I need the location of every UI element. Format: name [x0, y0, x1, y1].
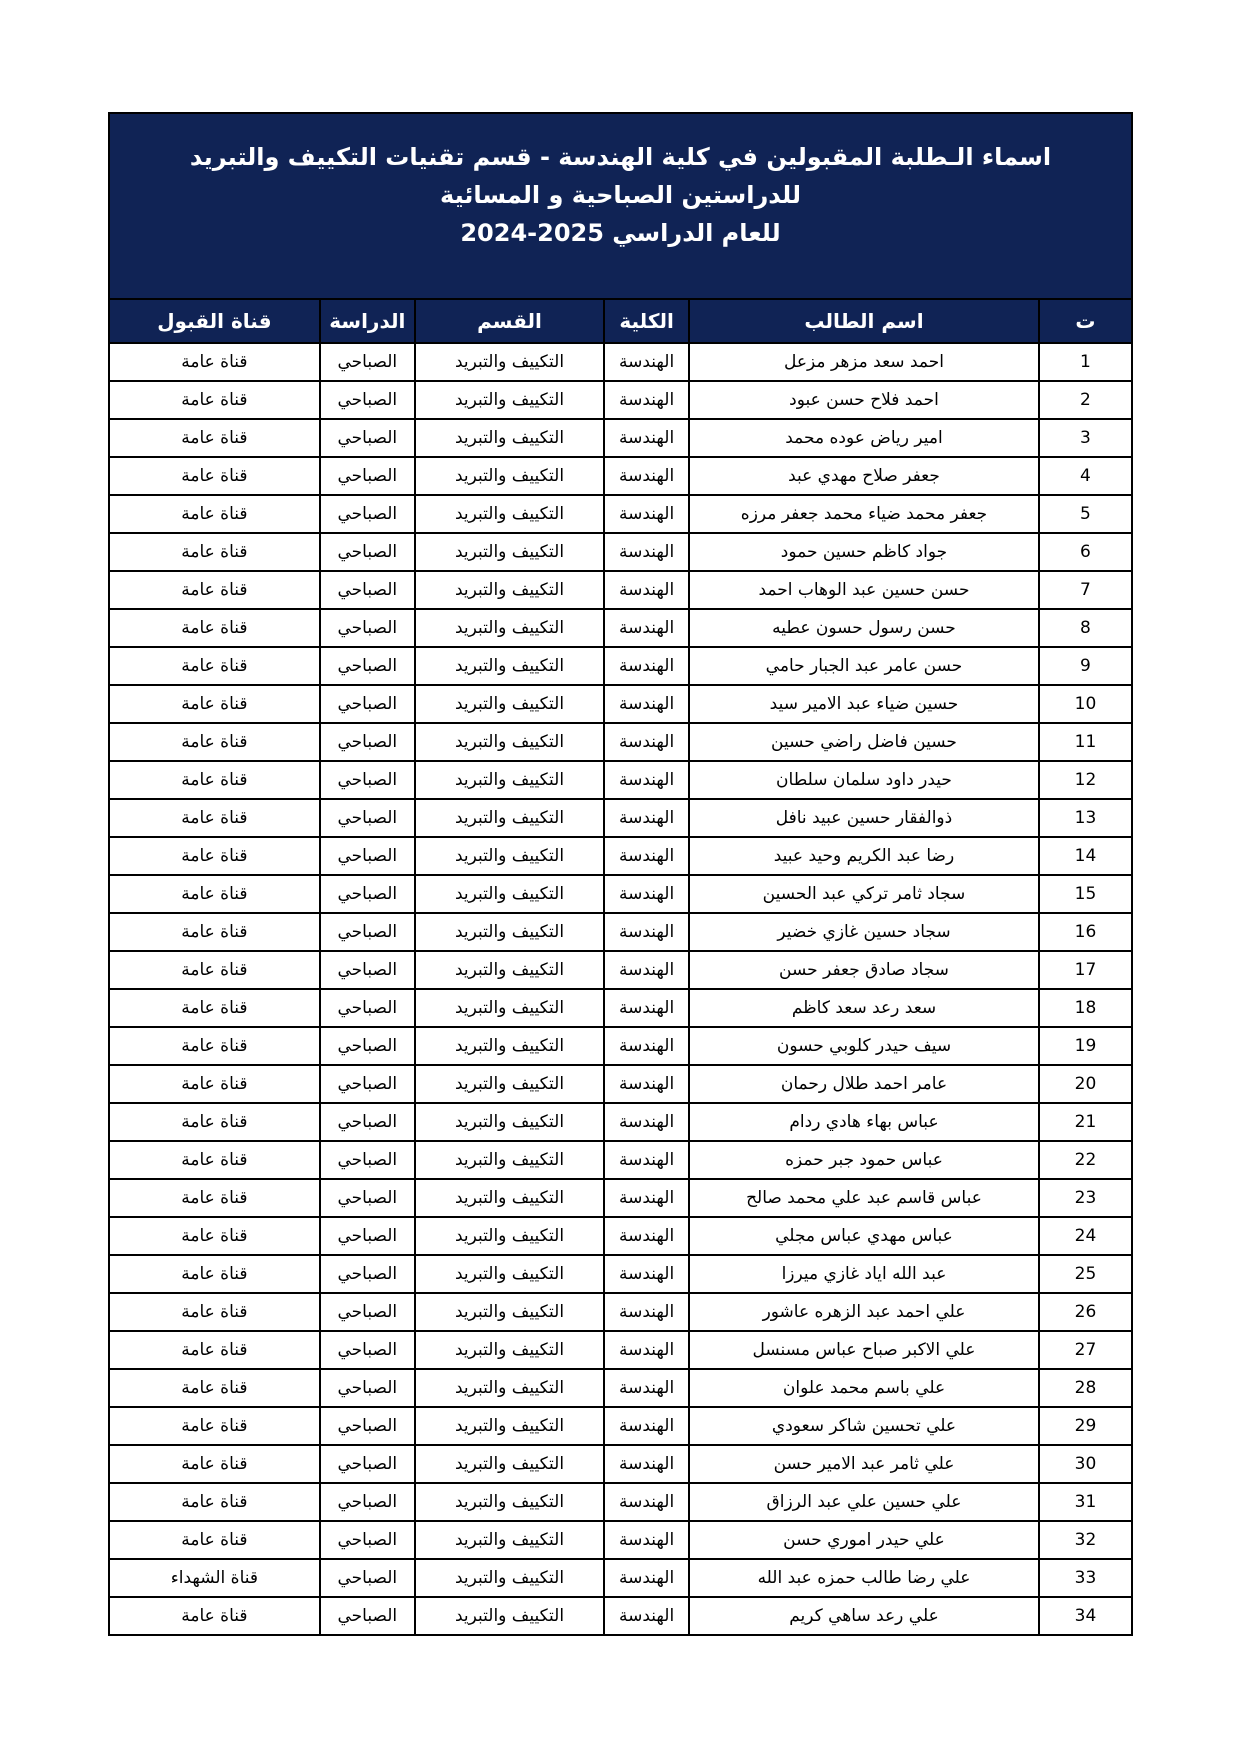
- cell-dept: التكييف والتبريد: [415, 1103, 604, 1141]
- cell-study: الصباحي: [320, 685, 415, 723]
- cell-college: الهندسة: [604, 381, 689, 419]
- cell-channel: قناة عامة: [109, 495, 320, 533]
- cell-channel: قناة عامة: [109, 1293, 320, 1331]
- cell-channel: قناة عامة: [109, 1141, 320, 1179]
- cell-name: سجاد حسين غازي خضير: [689, 913, 1039, 951]
- table-row: [109, 495, 1132, 533]
- cell-dept: التكييف والتبريد: [415, 495, 604, 533]
- cell-dept: التكييف والتبريد: [415, 951, 604, 989]
- cell-study: الصباحي: [320, 571, 415, 609]
- cell-college: الهندسة: [604, 457, 689, 495]
- cell-dept: التكييف والتبريد: [415, 1027, 604, 1065]
- table-row: [109, 647, 1132, 685]
- cell-study: الصباحي: [320, 913, 415, 951]
- table-row: [109, 989, 1132, 1027]
- cell-channel: قناة عامة: [109, 1521, 320, 1559]
- cell-college: الهندسة: [604, 1483, 689, 1521]
- cell-no: 27: [1039, 1331, 1132, 1369]
- cell-college: الهندسة: [604, 837, 689, 875]
- table-row: [109, 533, 1132, 571]
- cell-channel: قناة عامة: [109, 1331, 320, 1369]
- cell-study: الصباحي: [320, 1103, 415, 1141]
- cell-study: الصباحي: [320, 1559, 415, 1597]
- table-row: [109, 457, 1132, 495]
- cell-no: 34: [1039, 1597, 1132, 1635]
- cell-college: الهندسة: [604, 951, 689, 989]
- cell-study: الصباحي: [320, 1293, 415, 1331]
- cell-no: 20: [1039, 1065, 1132, 1103]
- table-row: [109, 1141, 1132, 1179]
- document-title-block: [109, 113, 1132, 299]
- cell-college: الهندسة: [604, 1141, 689, 1179]
- cell-channel: قناة عامة: [109, 1369, 320, 1407]
- cell-channel: قناة عامة: [109, 1597, 320, 1635]
- cell-college: الهندسة: [604, 1331, 689, 1369]
- cell-study: الصباحي: [320, 533, 415, 571]
- cell-channel: قناة عامة: [109, 533, 320, 571]
- cell-study: الصباحي: [320, 875, 415, 913]
- cell-dept: التكييف والتبريد: [415, 1293, 604, 1331]
- cell-college: الهندسة: [604, 1217, 689, 1255]
- table-row: [109, 1559, 1132, 1597]
- cell-name: سعد رعد سعد كاظم: [689, 989, 1039, 1027]
- table-row: [109, 913, 1132, 951]
- cell-no: 4: [1039, 457, 1132, 495]
- document-title-line-1: اسماء الـطلبة المقبولين في كلية الهندسة - قسم تقنيات التكييف والتبريد للدراستين الصباحية و المسائية: [189, 143, 1052, 209]
- cell-study: الصباحي: [320, 1217, 415, 1255]
- cell-dept: التكييف والتبريد: [415, 875, 604, 913]
- cell-channel: قناة عامة: [109, 381, 320, 419]
- cell-channel: قناة عامة: [109, 571, 320, 609]
- table-row: [109, 1521, 1132, 1559]
- cell-college: الهندسة: [604, 1521, 689, 1559]
- cell-channel: قناة عامة: [109, 685, 320, 723]
- cell-study: الصباحي: [320, 1369, 415, 1407]
- cell-dept: التكييف والتبريد: [415, 609, 604, 647]
- cell-no: 16: [1039, 913, 1132, 951]
- cell-channel: قناة عامة: [109, 419, 320, 457]
- cell-no: 13: [1039, 799, 1132, 837]
- cell-study: الصباحي: [320, 647, 415, 685]
- cell-dept: التكييف والتبريد: [415, 837, 604, 875]
- cell-college: الهندسة: [604, 495, 689, 533]
- cell-channel: قناة عامة: [109, 1103, 320, 1141]
- cell-no: 15: [1039, 875, 1132, 913]
- cell-study: الصباحي: [320, 1141, 415, 1179]
- cell-channel: قناة عامة: [109, 647, 320, 685]
- table-row: [109, 1445, 1132, 1483]
- cell-college: الهندسة: [604, 761, 689, 799]
- cell-college: الهندسة: [604, 419, 689, 457]
- cell-study: الصباحي: [320, 1521, 415, 1559]
- cell-name: سيف حيدر كلوبي حسون: [689, 1027, 1039, 1065]
- cell-study: الصباحي: [320, 837, 415, 875]
- cell-dept: التكييف والتبريد: [415, 419, 604, 457]
- cell-channel: قناة عامة: [109, 875, 320, 913]
- cell-channel: قناة عامة: [109, 1027, 320, 1065]
- table-row: [109, 1065, 1132, 1103]
- table-header-row: [109, 299, 1132, 343]
- cell-college: الهندسة: [604, 685, 689, 723]
- cell-no: 17: [1039, 951, 1132, 989]
- cell-dept: التكييف والتبريد: [415, 1141, 604, 1179]
- table-row: [109, 1179, 1132, 1217]
- cell-no: 1: [1039, 343, 1132, 381]
- cell-no: 22: [1039, 1141, 1132, 1179]
- cell-name: علي حيدر اموري حسن: [689, 1521, 1039, 1559]
- cell-dept: التكييف والتبريد: [415, 723, 604, 761]
- cell-channel: قناة عامة: [109, 799, 320, 837]
- cell-college: الهندسة: [604, 1103, 689, 1141]
- cell-dept: التكييف والتبريد: [415, 989, 604, 1027]
- cell-channel: قناة عامة: [109, 951, 320, 989]
- cell-no: 5: [1039, 495, 1132, 533]
- cell-name: احمد سعد مزهر مزعل: [689, 343, 1039, 381]
- cell-study: الصباحي: [320, 989, 415, 1027]
- cell-study: الصباحي: [320, 457, 415, 495]
- table-row: [109, 875, 1132, 913]
- table-row: [109, 1255, 1132, 1293]
- cell-channel: قناة عامة: [109, 609, 320, 647]
- column-header-no: ت: [1039, 299, 1132, 343]
- table-row: [109, 1103, 1132, 1141]
- cell-channel: قناة عامة: [109, 761, 320, 799]
- cell-name: علي تحسين شاكر سعودي: [689, 1407, 1039, 1445]
- cell-channel: قناة عامة: [109, 913, 320, 951]
- cell-study: الصباحي: [320, 1483, 415, 1521]
- cell-dept: التكييف والتبريد: [415, 685, 604, 723]
- cell-name: عباس قاسم عبد علي محمد صالح: [689, 1179, 1039, 1217]
- cell-college: الهندسة: [604, 647, 689, 685]
- cell-name: احمد فلاح حسن عبود: [689, 381, 1039, 419]
- cell-dept: التكييف والتبريد: [415, 761, 604, 799]
- cell-no: 6: [1039, 533, 1132, 571]
- cell-dept: التكييف والتبريد: [415, 1445, 604, 1483]
- table-row: [109, 381, 1132, 419]
- cell-name: حسين ضياء عبد الامير سيد: [689, 685, 1039, 723]
- cell-college: الهندسة: [604, 1293, 689, 1331]
- cell-no: 30: [1039, 1445, 1132, 1483]
- cell-study: الصباحي: [320, 609, 415, 647]
- cell-name: سجاد صادق جعفر حسن: [689, 951, 1039, 989]
- cell-name: علي رعد ساهي كريم: [689, 1597, 1039, 1635]
- cell-channel: قناة عامة: [109, 1407, 320, 1445]
- cell-dept: التكييف والتبريد: [415, 1369, 604, 1407]
- cell-no: 19: [1039, 1027, 1132, 1065]
- table-row: [109, 1027, 1132, 1065]
- cell-channel: قناة عامة: [109, 1179, 320, 1217]
- cell-study: الصباحي: [320, 1597, 415, 1635]
- cell-no: 33: [1039, 1559, 1132, 1597]
- cell-no: 23: [1039, 1179, 1132, 1217]
- cell-dept: التكييف والتبريد: [415, 913, 604, 951]
- column-header-channel: قناة القبول: [109, 299, 320, 343]
- cell-college: الهندسة: [604, 989, 689, 1027]
- cell-no: 21: [1039, 1103, 1132, 1141]
- cell-channel: قناة عامة: [109, 343, 320, 381]
- cell-name: سجاد ثامر تركي عبد الحسين: [689, 875, 1039, 913]
- cell-no: 29: [1039, 1407, 1132, 1445]
- cell-no: 12: [1039, 761, 1132, 799]
- table-row: [109, 837, 1132, 875]
- cell-no: 10: [1039, 685, 1132, 723]
- cell-study: الصباحي: [320, 343, 415, 381]
- table-row: [109, 723, 1132, 761]
- cell-channel: قناة عامة: [109, 1217, 320, 1255]
- table-row: [109, 685, 1132, 723]
- table-row: [109, 609, 1132, 647]
- cell-no: 18: [1039, 989, 1132, 1027]
- cell-name: حيدر داود سلمان سلطان: [689, 761, 1039, 799]
- table-row: [109, 1293, 1132, 1331]
- cell-study: الصباحي: [320, 1027, 415, 1065]
- cell-dept: التكييف والتبريد: [415, 571, 604, 609]
- cell-college: الهندسة: [604, 723, 689, 761]
- cell-no: 32: [1039, 1521, 1132, 1559]
- cell-college: الهندسة: [604, 1559, 689, 1597]
- document-title-line-2: للعام الدراسي 2025-2024: [460, 219, 781, 247]
- cell-study: الصباحي: [320, 799, 415, 837]
- cell-dept: التكييف والتبريد: [415, 647, 604, 685]
- cell-channel: قناة عامة: [109, 1255, 320, 1293]
- column-header-college: الكلية: [604, 299, 689, 343]
- cell-name: حسن رسول حسون عطيه: [689, 609, 1039, 647]
- cell-study: الصباحي: [320, 1065, 415, 1103]
- table-row: [109, 419, 1132, 457]
- cell-dept: التكييف والتبريد: [415, 1597, 604, 1635]
- column-header-name: اسم الطالب: [689, 299, 1039, 343]
- cell-dept: التكييف والتبريد: [415, 1217, 604, 1255]
- cell-dept: التكييف والتبريد: [415, 381, 604, 419]
- cell-no: 11: [1039, 723, 1132, 761]
- cell-study: الصباحي: [320, 951, 415, 989]
- cell-name: حسين فاضل راضي حسين: [689, 723, 1039, 761]
- cell-name: جعفر محمد ضياء محمد جعفر مرزه: [689, 495, 1039, 533]
- cell-no: 9: [1039, 647, 1132, 685]
- cell-channel: قناة عامة: [109, 1445, 320, 1483]
- cell-dept: التكييف والتبريد: [415, 1179, 604, 1217]
- cell-no: 3: [1039, 419, 1132, 457]
- cell-channel: قناة عامة: [109, 457, 320, 495]
- cell-study: الصباحي: [320, 1179, 415, 1217]
- cell-name: علي احمد عبد الزهره عاشور: [689, 1293, 1039, 1331]
- cell-college: الهندسة: [604, 1369, 689, 1407]
- cell-name: عباس حمود جبر حمزه: [689, 1141, 1039, 1179]
- cell-study: الصباحي: [320, 419, 415, 457]
- cell-college: الهندسة: [604, 343, 689, 381]
- cell-dept: التكييف والتبريد: [415, 1065, 604, 1103]
- cell-name: رضا عبد الكريم وحيد عبيد: [689, 837, 1039, 875]
- cell-college: الهندسة: [604, 1255, 689, 1293]
- cell-channel: قناة عامة: [109, 837, 320, 875]
- cell-college: الهندسة: [604, 609, 689, 647]
- cell-name: علي رضا طالب حمزه عبد الله: [689, 1559, 1039, 1597]
- cell-study: الصباحي: [320, 1255, 415, 1293]
- cell-college: الهندسة: [604, 533, 689, 571]
- table-row: [109, 761, 1132, 799]
- cell-dept: التكييف والتبريد: [415, 1521, 604, 1559]
- cell-name: جواد كاظم حسين حمود: [689, 533, 1039, 571]
- cell-college: الهندسة: [604, 1597, 689, 1635]
- cell-no: 31: [1039, 1483, 1132, 1521]
- cell-no: 26: [1039, 1293, 1132, 1331]
- cell-study: الصباحي: [320, 495, 415, 533]
- cell-name: علي ثامر عبد الامير حسن: [689, 1445, 1039, 1483]
- cell-college: الهندسة: [604, 571, 689, 609]
- cell-dept: التكييف والتبريد: [415, 1559, 604, 1597]
- cell-study: الصباحي: [320, 761, 415, 799]
- cell-college: الهندسة: [604, 1179, 689, 1217]
- cell-no: 28: [1039, 1369, 1132, 1407]
- cell-no: 14: [1039, 837, 1132, 875]
- cell-college: الهندسة: [604, 1407, 689, 1445]
- cell-study: الصباحي: [320, 1331, 415, 1369]
- cell-no: 25: [1039, 1255, 1132, 1293]
- cell-college: الهندسة: [604, 1065, 689, 1103]
- cell-dept: التكييف والتبريد: [415, 799, 604, 837]
- table-row: [109, 1597, 1132, 1635]
- cell-no: 2: [1039, 381, 1132, 419]
- cell-name: عبد الله اياد غازي ميرزا: [689, 1255, 1039, 1293]
- cell-name: امير رياض عوده محمد: [689, 419, 1039, 457]
- cell-name: عباس بهاء هادي ردام: [689, 1103, 1039, 1141]
- cell-college: الهندسة: [604, 1027, 689, 1065]
- cell-college: الهندسة: [604, 875, 689, 913]
- cell-name: علي الاكبر صباح عباس مسنسل: [689, 1331, 1039, 1369]
- column-header-study: الدراسة: [320, 299, 415, 343]
- cell-dept: التكييف والتبريد: [415, 1407, 604, 1445]
- cell-name: حسن عامر عبد الجبار حامي: [689, 647, 1039, 685]
- cell-channel: قناة عامة: [109, 1065, 320, 1103]
- table-row: [109, 951, 1132, 989]
- cell-college: الهندسة: [604, 913, 689, 951]
- student-acceptance-table: [108, 112, 1133, 1636]
- cell-no: 7: [1039, 571, 1132, 609]
- column-header-dept: القسم: [415, 299, 604, 343]
- table-row: [109, 1331, 1132, 1369]
- cell-channel: قناة الشهداء: [109, 1559, 320, 1597]
- cell-study: الصباحي: [320, 381, 415, 419]
- cell-no: 8: [1039, 609, 1132, 647]
- cell-name: عامر احمد طلال رحمان: [689, 1065, 1039, 1103]
- cell-channel: قناة عامة: [109, 1483, 320, 1521]
- cell-name: ذوالفقار حسين عبيد نافل: [689, 799, 1039, 837]
- cell-study: الصباحي: [320, 1407, 415, 1445]
- cell-dept: التكييف والتبريد: [415, 343, 604, 381]
- cell-dept: التكييف والتبريد: [415, 1255, 604, 1293]
- cell-college: الهندسة: [604, 1445, 689, 1483]
- cell-dept: التكييف والتبريد: [415, 457, 604, 495]
- cell-study: الصباحي: [320, 1445, 415, 1483]
- cell-name: علي باسم محمد علوان: [689, 1369, 1039, 1407]
- cell-dept: التكييف والتبريد: [415, 1331, 604, 1369]
- table-row: [109, 571, 1132, 609]
- cell-name: جعفر صلاح مهدي عبد: [689, 457, 1039, 495]
- table-row: [109, 1483, 1132, 1521]
- cell-name: علي حسين علي عبد الرزاق: [689, 1483, 1039, 1521]
- cell-dept: التكييف والتبريد: [415, 533, 604, 571]
- cell-name: حسن حسين عبد الوهاب احمد: [689, 571, 1039, 609]
- cell-channel: قناة عامة: [109, 989, 320, 1027]
- table-row: [109, 1369, 1132, 1407]
- cell-dept: التكييف والتبريد: [415, 1483, 604, 1521]
- cell-no: 24: [1039, 1217, 1132, 1255]
- table-row: [109, 343, 1132, 381]
- student-table-body: [109, 343, 1132, 1635]
- cell-college: الهندسة: [604, 799, 689, 837]
- title-row: [109, 113, 1132, 299]
- table-row: [109, 1217, 1132, 1255]
- cell-name: عباس مهدي عباس مجلي: [689, 1217, 1039, 1255]
- cell-channel: قناة عامة: [109, 723, 320, 761]
- cell-study: الصباحي: [320, 723, 415, 761]
- table-row: [109, 1407, 1132, 1445]
- table-row: [109, 799, 1132, 837]
